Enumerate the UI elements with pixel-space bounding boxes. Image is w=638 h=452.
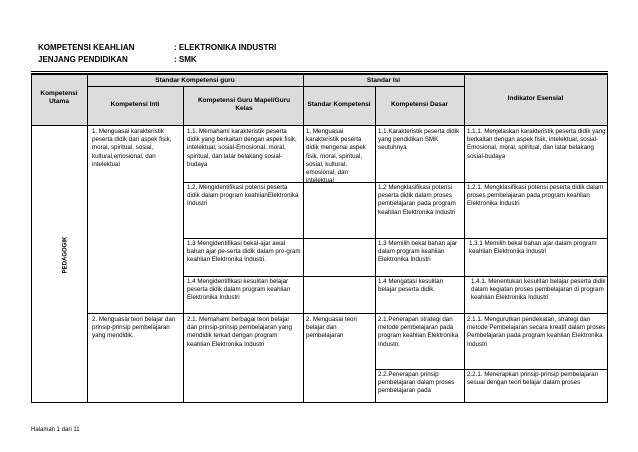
sub-divider-3 bbox=[183, 276, 608, 277]
col-border-6 bbox=[607, 74, 608, 403]
col-border-2 bbox=[183, 86, 184, 403]
sub-divider-2 bbox=[183, 238, 608, 239]
row1-kgm-1-1: 1.1. Memahami karakteristik peserta didik yang berkaitan dengan aspek fisik, intelektual, sosial-Emosional, moral, spiritual, dan latar belakang sosial-budaya bbox=[187, 128, 297, 168]
row1-kgm-1-3: 1.3 Mengidentifikasi bekal-ajar awal bahan ajar pe-serta didik dalam pro-gram keahlian Elektronika Industri. bbox=[187, 240, 301, 264]
header-kompetensi-inti: Kompetensi Inti bbox=[110, 101, 160, 108]
row1-kd-1-2: 1.2 Mengklasifikasi potensi peserta didik dalam proses pembelajaran pada program keahlian Elektronika Industri bbox=[378, 184, 456, 216]
row2-kd-2-1: 2.1.Penerapan strategi dan metode pembelajaran pada program keahlian Elektronika Industri. bbox=[378, 316, 459, 348]
row1-kd-1-4: 1.4 Mengatasi kesulitan belajar peserta didik. bbox=[378, 278, 444, 294]
col-border-1 bbox=[87, 74, 88, 403]
row1-kompetensi-inti: 1. Menguasai karakteristik peserta didik dari aspek fisik, moral, spiritual, sosial, kultural,emosional, dan intelektual bbox=[92, 128, 172, 168]
col-border-0 bbox=[31, 74, 32, 403]
header-standar-kompetensi-guru: Standar Kompetensi guru bbox=[155, 77, 235, 84]
row2-standar-kompetensi: 2. Menguasai teori belajar dan pembelajaran bbox=[306, 316, 357, 340]
row2-kgm-2-1: 2.1. Memahami berbagai teori belajar dan prinsip-prinsip pembelajaran yang mendidik terkait dengan program keahlian Elektronika Industri bbox=[187, 316, 292, 348]
header-standar-kompetensi: Standar Kompetensi bbox=[307, 101, 371, 108]
table-top-border bbox=[31, 74, 608, 75]
header-group-divider bbox=[87, 86, 464, 87]
header-rule-top bbox=[31, 71, 608, 72]
row2-kompetensi-inti: 2. Menguasai teori belajar dan prinsip-prinsip pembelajaran yang mendidik. bbox=[92, 316, 176, 340]
row1-kgm-1-4: 1.4 Mengidentifikasi kesulitan belajar peserta didik dalam program keahlian Elektronika Industri bbox=[187, 278, 291, 302]
jenjang-pendidikan-label: JENJANG PENDIDIKAN bbox=[38, 55, 128, 64]
col-border-3 bbox=[303, 74, 304, 403]
sub-divider-4 bbox=[375, 369, 608, 370]
row1-standar-kompetensi: 1. Menguasai karakteristik peserta didik mengenai aspek fisik, moral, spiritual, sosial, kultural, emosional, dan intelektual bbox=[306, 128, 366, 185]
header-kompetensi-guru-mapel: Kompetensi Guru Mapel/Guru Kelas bbox=[197, 97, 291, 112]
row1-ie-1-3-1: 1.3.1 Memilih bekal bahan ajar dalam program keahlian Elektronika Industri bbox=[469, 240, 597, 256]
row2-ie-2-2-1: 2.2.1. Menerapkan prinsip-prinsip pembelajaran sesuai dengan teori belajar dalam proses bbox=[467, 371, 599, 387]
kompetensi-keahlian-value: : ELEKTRONIKA INDUSTRI bbox=[174, 43, 277, 52]
sub-divider-1 bbox=[183, 182, 608, 183]
row2-kd-2-2: 2.2.Penerapan prinsip pembelajaran dalam proses pembelajaran pada bbox=[378, 371, 455, 395]
row2-ie-2-1-1: 2.1.1. Mengurutkan pendekatan, strategi dan metode Pembelajaran secara kreatif dalam proses Pembelajaran pada program keahlian Elektronika Industri bbox=[467, 316, 606, 348]
row1-ie-1-4-1: 1.4.1. Menentukan kesulitan belajar peserta didik dalam kegiatan proses pembelajaran di program keahlian Elektronika Industri bbox=[471, 278, 606, 302]
row1-ie-1-2-1: 1.2.1. Mengklasifikasi potensi peserta didik dalam proses pembelajaran pada program keahlian Elektronika Industri bbox=[467, 184, 604, 208]
header-kompetensi-dasar: Kompetensi Dasar bbox=[390, 101, 449, 108]
kompetensi-keahlian-label: KOMPETENSI KEAHLIAN bbox=[38, 43, 135, 52]
jenjang-pendidikan-value: : SMK bbox=[174, 55, 197, 64]
col-border-4 bbox=[375, 86, 376, 403]
table-bottom-border bbox=[31, 402, 608, 403]
header-kompetensi-utama: Kompetensi Utama bbox=[40, 90, 78, 105]
header-standar-isi: Standar Isi bbox=[366, 77, 401, 84]
row1-kd-1-1: 1.1.Karakteristik peserta didik yang pendidikan SMK seutuhnya bbox=[378, 128, 460, 152]
row1-kd-1-3: 1.3 Memilih bekal bahan ajar dalam program keahlian Elektronika Industri bbox=[378, 240, 458, 264]
row1-kgm-1-2: 1.2. Mengidentifikasi potensi peserta didik dalam program keahlianElektronika Industri bbox=[187, 184, 299, 208]
row1-ie-1-1-1: 1.1.1. Menjelaskan karakteristik peserta didik yang berkaitan dengan aspek fisik, intelektual, sosial-Emosional, moral, spiritual, dan latar belakang sosial-budaya bbox=[467, 128, 606, 160]
row-divider bbox=[87, 313, 608, 314]
header-bottom-border bbox=[31, 125, 608, 126]
page-footer: Halaman 1 dari 11 bbox=[31, 427, 80, 433]
col-border-5 bbox=[464, 74, 465, 403]
pedagogik-label: PEDAGOGIK bbox=[62, 236, 69, 274]
header-indikator-esensial: Indikator Esensial bbox=[507, 95, 564, 102]
